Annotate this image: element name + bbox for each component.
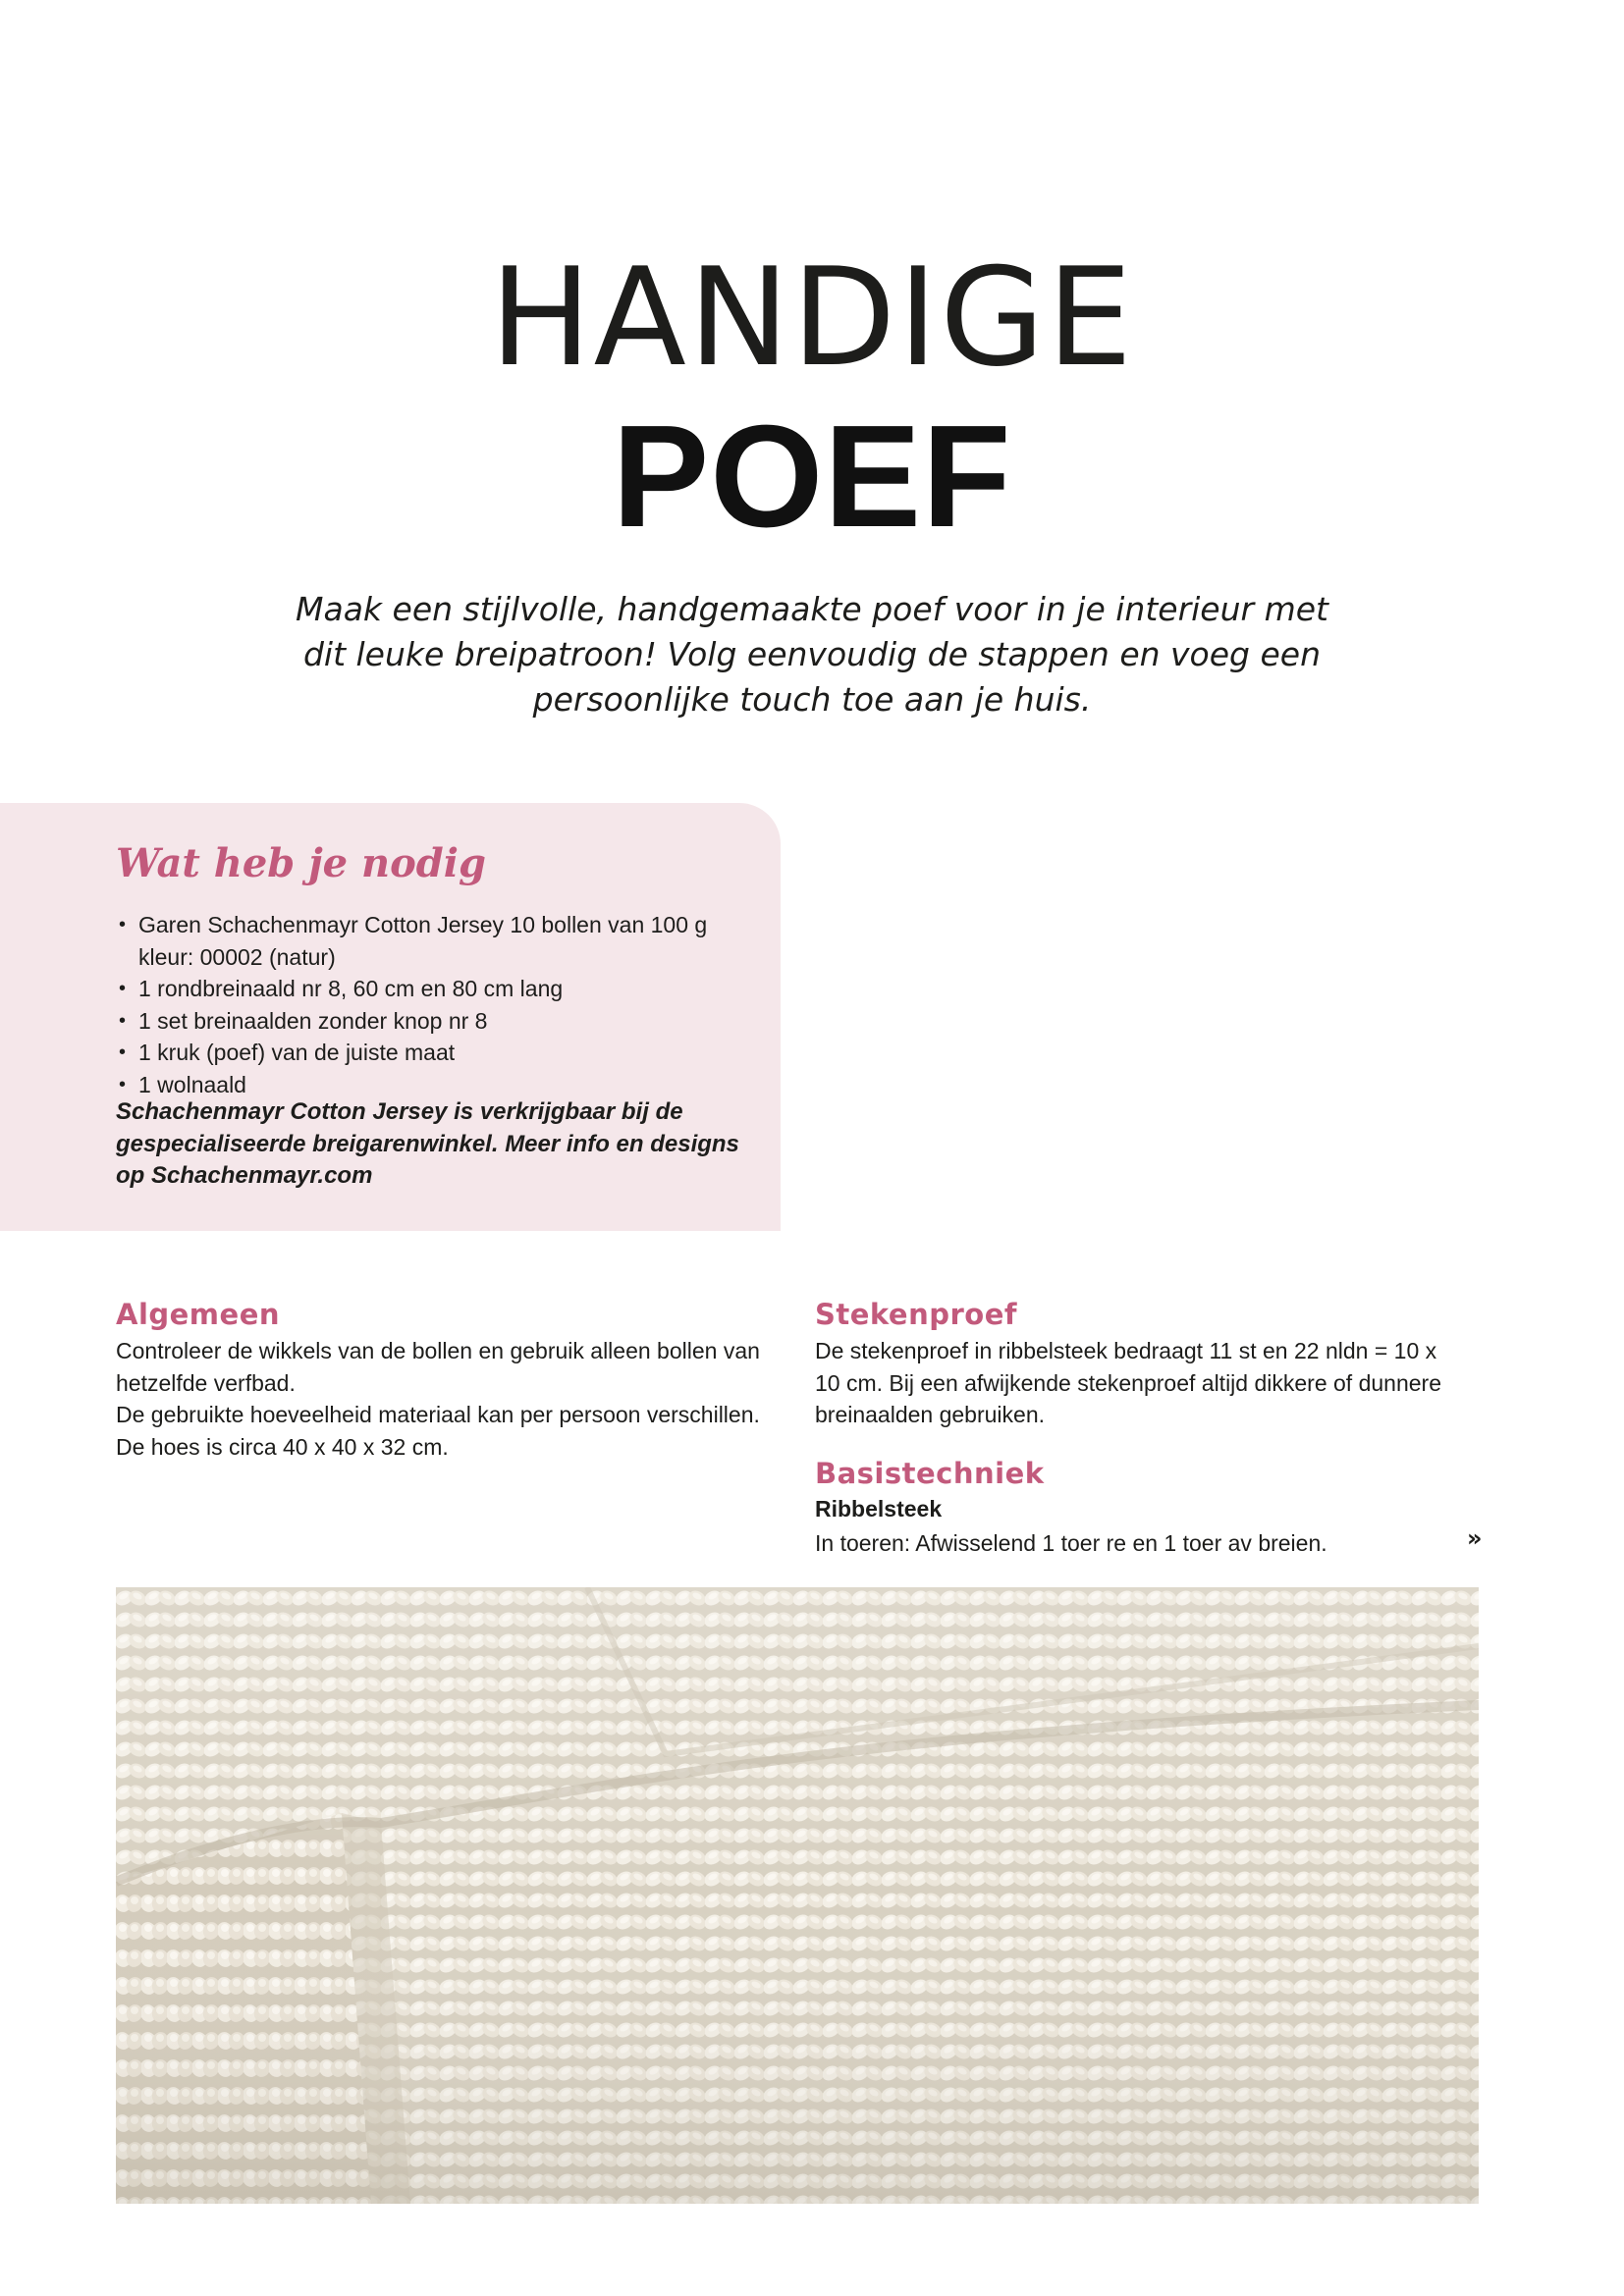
- algemeen-heading: Algemeen: [116, 1298, 281, 1331]
- list-item: • 1 wolnaald: [116, 1069, 744, 1101]
- continue-icon: »: [1467, 1524, 1483, 1552]
- list-item: • 1 kruk (poef) van de juiste maat: [116, 1037, 744, 1069]
- list-item: • Garen Schachenmayr Cotton Jersey 10 bollen van 100 g kleur: 00002 (natur): [116, 909, 744, 973]
- intro-text: Maak een stijlvolle, handgemaakte poef voor in je interieur met dit leuke breipatroon! Volg eenvoudig de stappen en voeg een persoonlijke touch toe aan je huis.: [296, 590, 1328, 719]
- title-line-2: POEF: [612, 396, 1012, 558]
- list-item: • 1 rondbreinaald nr 8, 60 cm en 80 cm lang: [116, 973, 744, 1005]
- materials-list: [116, 909, 744, 1100]
- algemeen-paragraph-1: Controleer de wikkels van de bollen en gebruik alleen bollen van hetzelfde verfbad.: [116, 1338, 760, 1396]
- basistechniek-text: In toeren: Afwisselend 1 toer re en 1 toer av breien.: [815, 1530, 1327, 1556]
- ribbelsteek-subheading: Ribbelsteek: [815, 1496, 943, 1522]
- stekenproef-text: De stekenproef in ribbelsteek bedraagt 11 st en 22 nldn = 10 x 10 cm. Bij een afwijkende stekenproef altijd dikkere of dunnere breinaalden gebruiken.: [815, 1338, 1441, 1427]
- list-item: • 1 set breinaalden zonder knop nr 8: [116, 1005, 744, 1038]
- materials-heading: Wat heb je nodig: [116, 840, 486, 886]
- materials-note: Schachenmayr Cotton Jersey is verkrijgbaar bij de gespecialiseerde breigarenwinkel. Meer info en designs op Schachenmayr.com: [116, 1098, 739, 1189]
- knit-pattern-image: [116, 1587, 1479, 2204]
- basistechniek-heading: Basistechniek: [815, 1457, 1045, 1490]
- algemeen-paragraph-2: De gebruikte hoeveelheid materiaal kan per persoon verschillen. De hoes is circa 40 x 40 x 32 cm.: [116, 1402, 760, 1460]
- stekenproef-heading: Stekenproef: [815, 1298, 1018, 1331]
- title-line-1: HANDIGE: [489, 239, 1135, 397]
- algemeen-text: [116, 1335, 784, 1463]
- knitted-texture-photo: [116, 1587, 1479, 2204]
